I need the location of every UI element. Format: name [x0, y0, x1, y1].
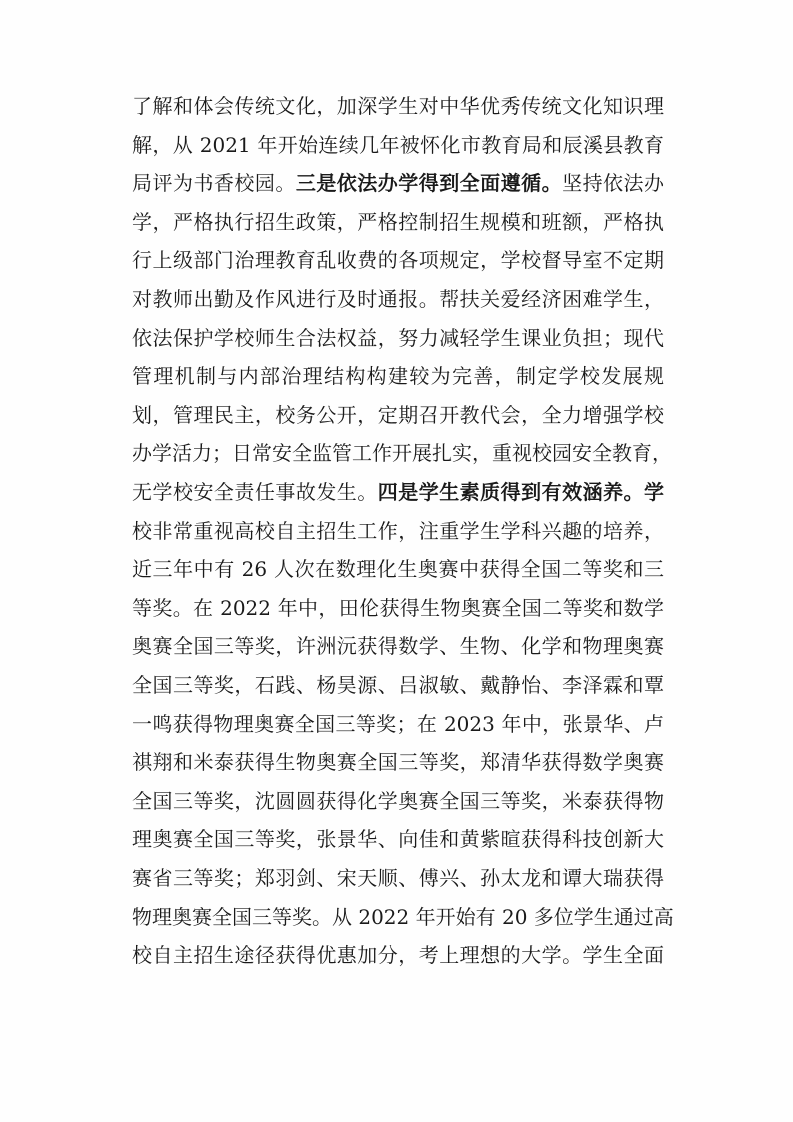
body-text-segment: 行上级部门治理教育乱收费的各项规定，学校督导室不定期 [132, 248, 664, 273]
body-text-segment: 物理奥赛全国三等奖。从 2022 年开始有 20 多位学生通过高 [132, 904, 674, 929]
text-line [132, 320, 664, 356]
body-text-segment: 一鸣获得物理奥赛全国三等奖；在 2023 年中，张景华、卢 [132, 711, 664, 736]
body-text-segment: 了解和体会传统文化，加深学生对中华优秀传统文化知识理 [132, 94, 664, 118]
body-text-segment: 祺翔和米泰获得生物奥赛全国三等奖，郑清华获得数学奥赛 [132, 750, 664, 775]
bold-heading-text: 四是学生素质得到有效涵养。学 [377, 480, 665, 504]
text-line [132, 628, 664, 664]
text-line [132, 204, 664, 240]
text-line [132, 899, 674, 935]
body-text-segment: 学，严格执行招生政策，严格控制招生规模和班额，严格执 [132, 209, 664, 234]
body-text-segment: 近三年中有 26 人次在数理化生奥赛中获得全国二等奖和三 [132, 557, 664, 582]
text-line [132, 281, 664, 317]
body-text-segment: 校非常重视高校自主招生工作，注重学生学科兴趣的培养， [132, 518, 664, 543]
text-line [132, 937, 664, 973]
text-line [132, 667, 664, 703]
body-text-segment: 全国三等奖，沈圆圆获得化学奥赛全国三等奖，米泰获得物 [132, 788, 664, 813]
text-line [132, 165, 664, 201]
text-line [132, 474, 664, 510]
text-line [132, 860, 664, 896]
text-line [132, 397, 664, 433]
body-text-segment: 奥赛全国三等奖，许洲沅获得数学、生物、化学和物理奥赛 [132, 634, 664, 659]
text-line [132, 706, 664, 742]
text-line [132, 551, 664, 587]
body-text-segment: 校自主招生途径获得优惠加分，考上理想的大学。学生全面 [132, 943, 664, 968]
text-line [132, 358, 664, 394]
bold-heading-text: 三是依法办学得到全面遵循。 [295, 171, 563, 196]
body-text-segment: 依法保护学校师生合法权益，努力减轻学生课业负担；现代 [132, 325, 664, 350]
body-text-segment: 局评为书香校园。 [132, 171, 296, 196]
body-text-segment: 解，从 2021 年开始连续几年被怀化市教育局和辰溪县教育 [132, 132, 664, 157]
body-text-segment: 无学校安全责任事故发生。 [132, 480, 378, 504]
text-line [132, 590, 664, 626]
body-text-segment: 等奖。在 2022 年中，田伦获得生物奥赛全国二等奖和数学 [132, 595, 664, 620]
text-line [132, 821, 664, 857]
text-line [132, 783, 664, 819]
text-line [132, 513, 664, 549]
text-line [132, 744, 664, 780]
text-line [132, 88, 664, 124]
text-line [132, 435, 672, 471]
text-line [132, 127, 664, 163]
body-text-segment: 赛省三等奖；郑羽剑、宋天顺、傅兴、孙太龙和谭大瑞获得 [132, 866, 664, 890]
body-text-segment: 全国三等奖，石践、杨昊源、吕淑敏、戴静怡、李泽霖和覃 [132, 673, 664, 697]
body-text-segment: 坚持依法办 [562, 171, 665, 196]
body-text-segment: 办学活力；日常安全监管工作开展扎实，重视校园安全教育， [132, 441, 672, 466]
text-line [132, 242, 664, 278]
body-text-segment: 理奥赛全国三等奖，张景华、向佳和黄紫暄获得科技创新大 [132, 827, 664, 852]
body-text-segment: 划，管理民主，校务公开，定期召开教代会，全力增强学校 [132, 402, 664, 427]
body-text-segment: 对教师出勤及作风进行及时通报。帮扶关爱经济困难学生， [132, 287, 664, 311]
body-text-segment: 管理机制与内部治理结构构建较为完善，制定学校发展规 [132, 364, 664, 389]
